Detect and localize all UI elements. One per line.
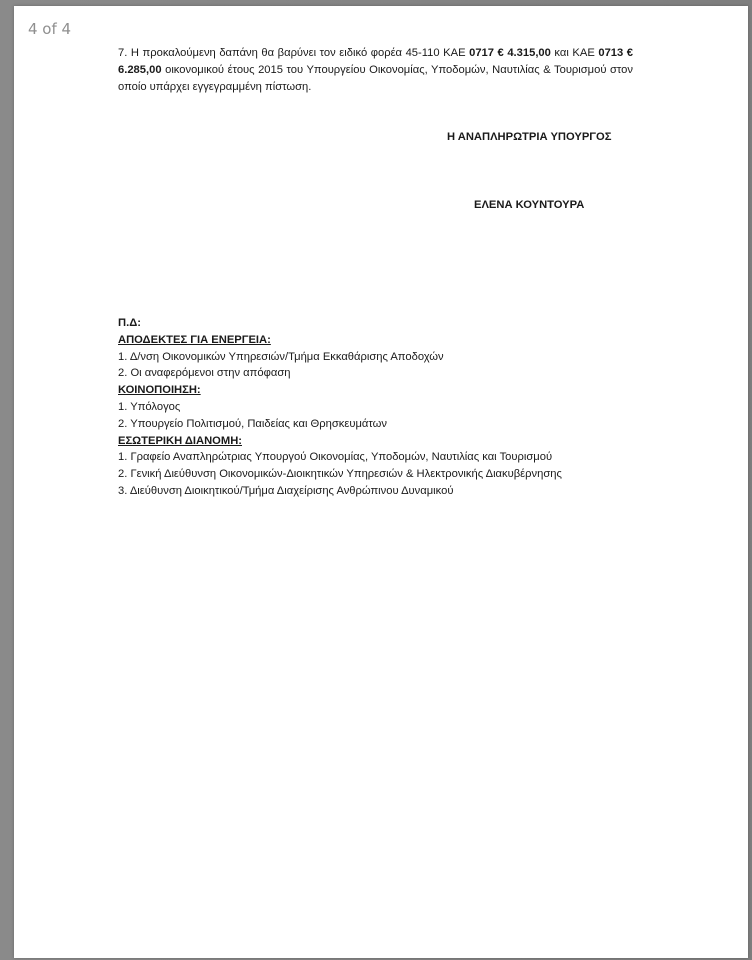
page-indicator: 4 of 4	[28, 20, 72, 38]
signature-title: Η ΑΝΑΠΛΗΡΩΤΡΙΑ ΥΠΟΥΡΓΟΣ	[447, 131, 612, 143]
kae-0717-amount: 0717 € 4.315,00	[469, 47, 551, 59]
kae-0713-amount: 0713 € 6.285,00	[118, 47, 634, 76]
recipients-action-heading: ΑΠΟΔΕΚΤΕΣ ΓΙΑ ΕΝΕΡΓΕΙΑ:	[118, 333, 271, 346]
signature-name: ΕΛΕΝΑ ΚΟΥΝΤΟΥΡΑ	[474, 199, 585, 211]
notification-heading: ΚΟΙΝΟΠΟΙΗΣΗ:	[118, 384, 201, 397]
paragraph-7-prefix: 7. Η προκαλούμενη δαπάνη θα βαρύνει τον ειδικό φορέα 45-110 ΚΑΕ	[118, 47, 470, 59]
distribution-list	[118, 315, 562, 500]
paragraph-7-suffix: οικονομικού έτους 2015 του Υπουργείου Οικονομίας, Υποδομών, Ναυτιλίας & Τουρισμού στον οποίο υπάρχει εγγεγραμμένη πίστωση.	[118, 64, 633, 93]
paragraph-7	[118, 45, 633, 96]
list-item: 1. Υπόλογος	[118, 400, 181, 413]
list-item: 2. Γενική Διεύθυνση Οικονομικών-Διοικητικών Υπηρεσιών & Ηλεκτρονικής Διακυβέρνησης	[118, 468, 562, 481]
list-item: 2. Οι αναφερόμενοι στην απόφαση	[118, 367, 291, 380]
list-item: 2. Υπουργείο Πολιτισμού, Παιδείας και Θρησκευμάτων	[118, 417, 387, 430]
list-item: 1. Γραφείο Αναπληρώτριας Υπουργού Οικονομίας, Υποδομών, Ναυτιλίας και Τουρισμού	[118, 451, 553, 464]
paragraph-7-mid: και ΚΑΕ	[550, 47, 599, 59]
list-item: 1. Δ/νση Οικονομικών Υπηρεσιών/Τμήμα Εκκαθάρισης Αποδοχών	[118, 350, 444, 363]
list-item: 3. Διεύθυνση Διοικητικού/Τμήμα Διαχείρισης Ανθρώπινου Δυναμικού	[118, 484, 454, 497]
pd-label: Π.Δ:	[118, 317, 141, 329]
internal-distribution-heading: ΕΣΩΤΕΡΙΚΗ ΔΙΑΝΟΜΗ:	[118, 434, 242, 447]
